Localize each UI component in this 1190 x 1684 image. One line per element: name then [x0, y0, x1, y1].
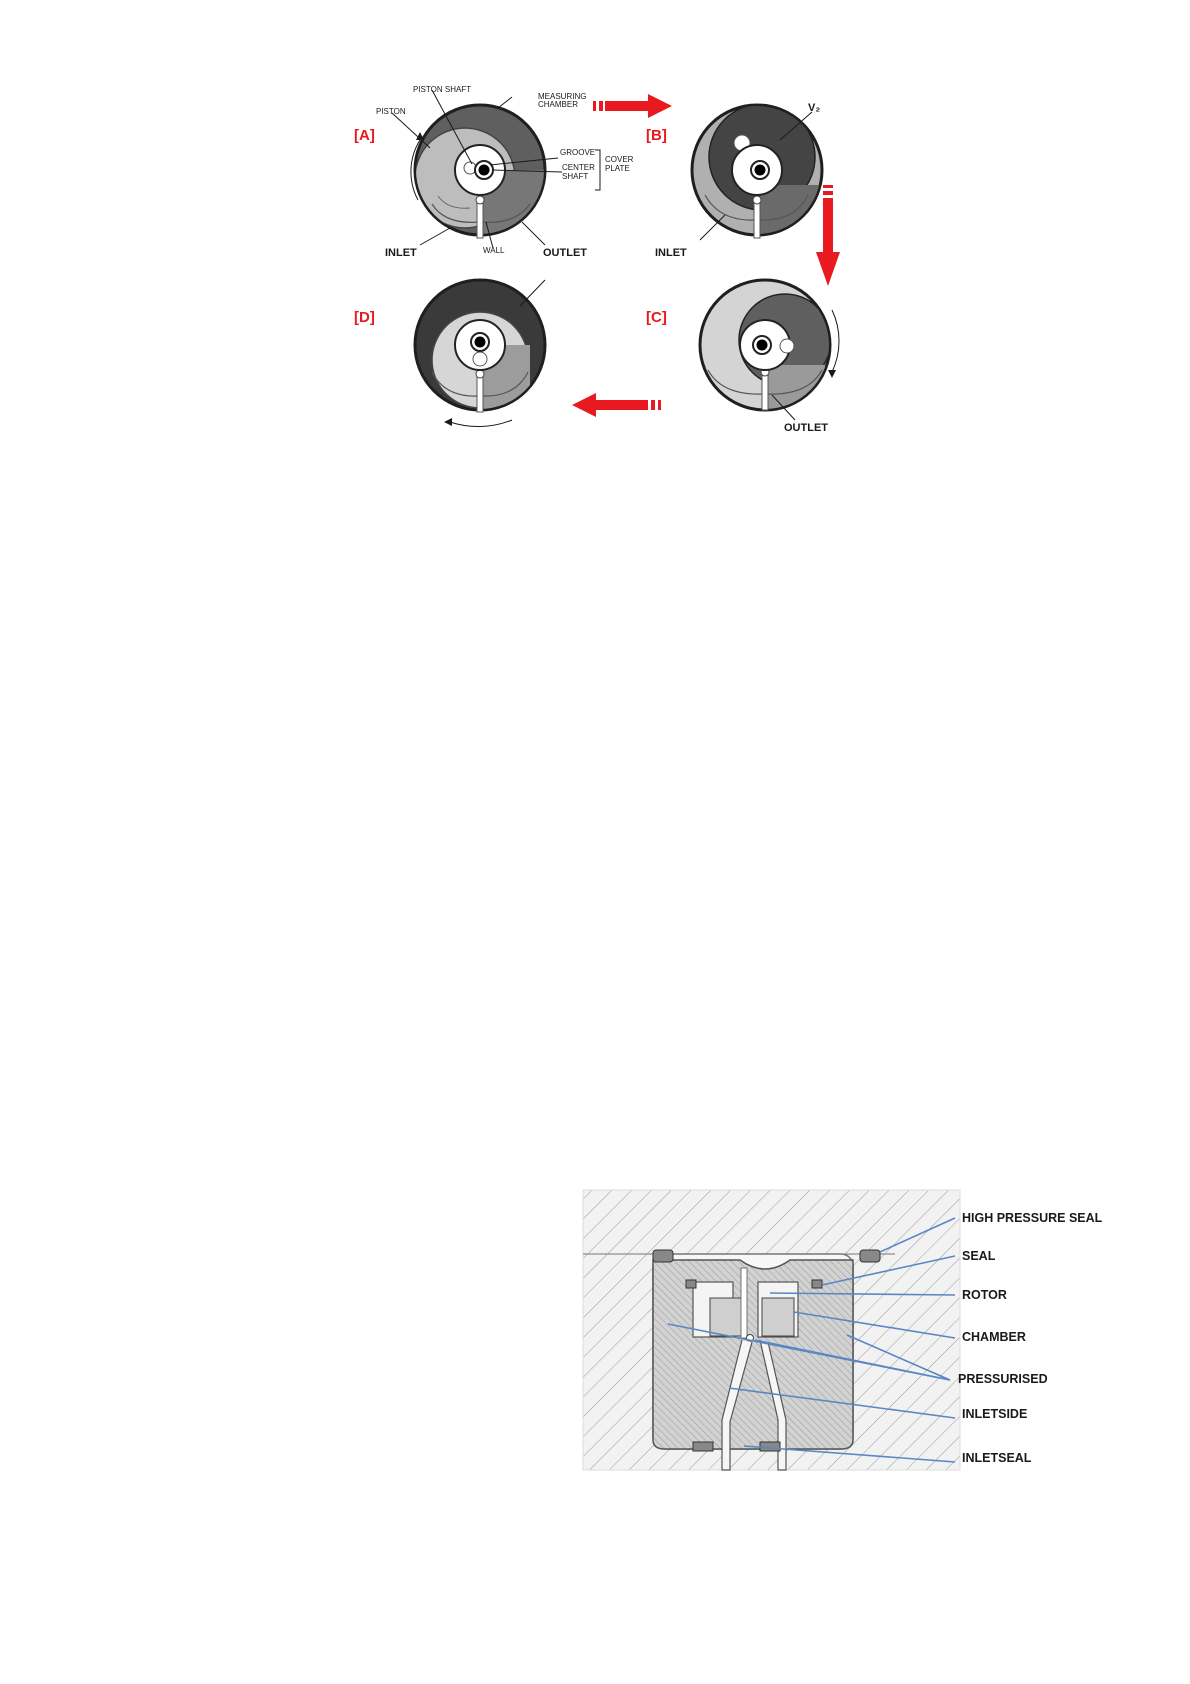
label-v2: V₂	[808, 102, 821, 114]
label-chamber: CHAMBER	[538, 100, 579, 109]
label-shaft: SHAFT	[562, 172, 589, 181]
stage-d	[354, 280, 545, 427]
arrow-a-to-b	[593, 94, 672, 118]
stage-label-b: [B]	[646, 127, 667, 144]
label-high-pressure-seal: HIGH PRESSURE SEAL	[962, 1211, 1103, 1225]
label-measuring: MEASURING	[538, 92, 587, 101]
inlet-seal-left	[693, 1442, 713, 1451]
label-wall: WALL	[483, 246, 505, 255]
stage-a	[354, 85, 634, 259]
label-inlet-side: INLETSIDE	[962, 1407, 1028, 1421]
label-chamber: CHAMBER	[962, 1330, 1026, 1344]
label-piston-shaft: PISTON SHAFT	[413, 85, 472, 94]
label-center: CENTER	[562, 163, 595, 172]
label-pressurised: PRESSURISED	[958, 1372, 1048, 1386]
label-outlet-c: OUTLET	[784, 422, 828, 434]
stage-label-a: [A]	[354, 127, 375, 144]
label-inlet-b: INLET	[655, 247, 687, 259]
stage-label-d: [D]	[354, 309, 375, 326]
stage-b	[646, 102, 827, 259]
label-plate: PLATE	[605, 164, 630, 173]
label-outlet-a: OUTLET	[543, 247, 587, 259]
label-piston: PISTON	[376, 107, 406, 116]
stage-label-c: [C]	[646, 309, 667, 326]
label-inlet-a: INLET	[385, 247, 417, 259]
inlet-seal-right	[760, 1442, 780, 1451]
label-rotor: ROTOR	[962, 1288, 1007, 1302]
arrow-c-to-d	[572, 393, 661, 417]
seal-left	[653, 1250, 673, 1262]
cross-section-diagram	[575, 1186, 1115, 1476]
label-groove: GROOVE	[560, 148, 596, 157]
label-inlet-seal: INLETSEAL	[962, 1451, 1032, 1465]
label-cover: COVER	[605, 155, 634, 164]
arrow-b-to-c	[816, 185, 840, 286]
stage-c	[646, 280, 840, 442]
seal-right	[860, 1250, 880, 1262]
label-seal: SEAL	[962, 1249, 996, 1263]
rotary-piston-diagram	[340, 70, 840, 450]
